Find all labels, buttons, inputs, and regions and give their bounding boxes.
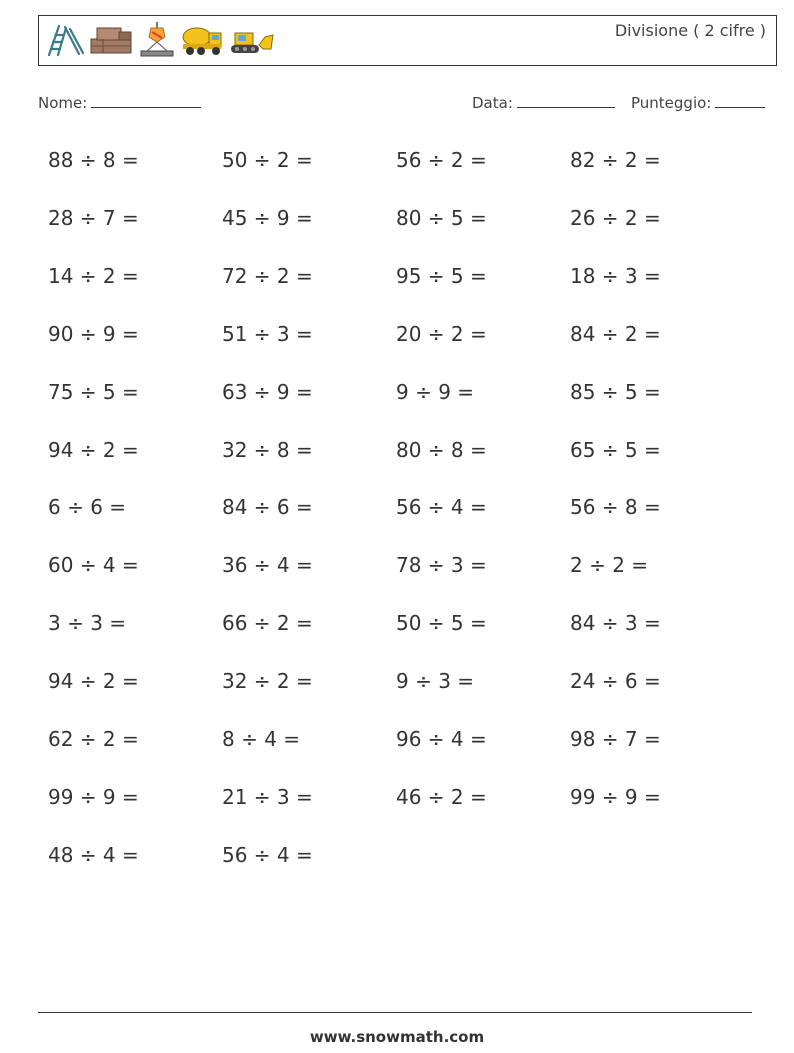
problem-item: 9 ÷ 9 = bbox=[396, 380, 475, 404]
name-label: Nome: bbox=[38, 94, 88, 112]
score-blank bbox=[715, 93, 765, 108]
problem-item: 85 ÷ 5 = bbox=[570, 380, 661, 404]
problem-item: 84 ÷ 3 = bbox=[570, 611, 661, 635]
problem-item: 98 ÷ 7 = bbox=[570, 727, 661, 751]
problem-item: 84 ÷ 6 = bbox=[222, 495, 313, 519]
problem-item: 14 ÷ 2 = bbox=[48, 264, 139, 288]
problem-item: 24 ÷ 6 = bbox=[570, 669, 661, 693]
header-icons bbox=[45, 22, 275, 58]
problem-item: 99 ÷ 9 = bbox=[570, 785, 661, 809]
problem-item: 45 ÷ 9 = bbox=[222, 206, 313, 230]
cement-mixer-truck-icon bbox=[181, 23, 225, 57]
problem-item: 94 ÷ 2 = bbox=[48, 669, 139, 693]
problem-item: 66 ÷ 2 = bbox=[222, 611, 313, 635]
footer-divider bbox=[38, 1012, 752, 1013]
problem-item: 90 ÷ 9 = bbox=[48, 322, 139, 346]
problem-item: 62 ÷ 2 = bbox=[48, 727, 139, 751]
problem-item: 3 ÷ 3 = bbox=[48, 611, 127, 635]
date-field bbox=[472, 93, 615, 112]
problem-item: 94 ÷ 2 = bbox=[48, 438, 139, 462]
footer-url: www.snowmath.com bbox=[309, 1028, 485, 1046]
problem-item: 56 ÷ 2 = bbox=[396, 148, 487, 172]
wood-planks-icon bbox=[89, 23, 133, 57]
problem-item: 78 ÷ 3 = bbox=[396, 553, 487, 577]
problem-item: 50 ÷ 5 = bbox=[396, 611, 487, 635]
problem-item: 9 ÷ 3 = bbox=[396, 669, 475, 693]
problem-item: 84 ÷ 2 = bbox=[570, 322, 661, 346]
problem-item: 32 ÷ 2 = bbox=[222, 669, 313, 693]
problem-item: 46 ÷ 2 = bbox=[396, 785, 487, 809]
problem-item: 56 ÷ 4 = bbox=[396, 495, 487, 519]
problem-item: 32 ÷ 8 = bbox=[222, 438, 313, 462]
problem-item: 21 ÷ 3 = bbox=[222, 785, 313, 809]
problem-item: 60 ÷ 4 = bbox=[48, 553, 139, 577]
problem-item: 56 ÷ 8 = bbox=[570, 495, 661, 519]
crane-hook-icon bbox=[137, 22, 177, 58]
problem-item: 51 ÷ 3 = bbox=[222, 322, 313, 346]
problem-item: 28 ÷ 7 = bbox=[48, 206, 139, 230]
problem-item: 80 ÷ 8 = bbox=[396, 438, 487, 462]
name-blank bbox=[91, 93, 201, 108]
date-blank bbox=[517, 93, 615, 108]
problem-item: 20 ÷ 2 = bbox=[396, 322, 487, 346]
bulldozer-icon bbox=[229, 23, 275, 57]
date-label: Data: bbox=[472, 94, 513, 112]
problem-item: 72 ÷ 2 = bbox=[222, 264, 313, 288]
problem-item: 56 ÷ 4 = bbox=[222, 843, 313, 867]
problem-item: 6 ÷ 6 = bbox=[48, 495, 127, 519]
name-field bbox=[38, 93, 201, 112]
problem-item: 65 ÷ 5 = bbox=[570, 438, 661, 462]
problem-item: 18 ÷ 3 = bbox=[570, 264, 661, 288]
problem-item: 99 ÷ 9 = bbox=[48, 785, 139, 809]
score-field bbox=[631, 93, 765, 112]
ladder-icon bbox=[45, 23, 85, 57]
problem-item: 50 ÷ 2 = bbox=[222, 148, 313, 172]
problem-item: 80 ÷ 5 = bbox=[396, 206, 487, 230]
problem-item: 82 ÷ 2 = bbox=[570, 148, 661, 172]
score-label: Punteggio: bbox=[631, 94, 712, 112]
problem-item: 8 ÷ 4 = bbox=[222, 727, 301, 751]
problem-item: 75 ÷ 5 = bbox=[48, 380, 139, 404]
problem-item: 26 ÷ 2 = bbox=[570, 206, 661, 230]
problem-item: 88 ÷ 8 = bbox=[48, 148, 139, 172]
problem-item: 96 ÷ 4 = bbox=[396, 727, 487, 751]
problem-item: 48 ÷ 4 = bbox=[48, 843, 139, 867]
worksheet-title: Divisione ( 2 cifre ) bbox=[614, 21, 766, 40]
worksheet-header bbox=[38, 15, 777, 66]
problem-item: 63 ÷ 9 = bbox=[222, 380, 313, 404]
problem-item: 2 ÷ 2 = bbox=[570, 553, 649, 577]
problem-item: 36 ÷ 4 = bbox=[222, 553, 313, 577]
problem-item: 95 ÷ 5 = bbox=[396, 264, 487, 288]
